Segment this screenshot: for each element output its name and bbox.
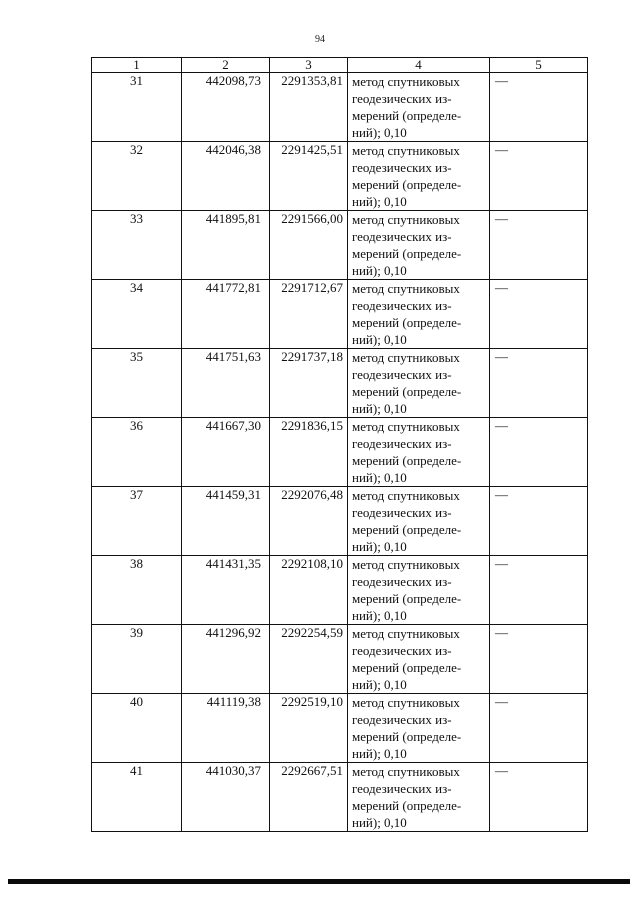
- x-coordinate: 441667,30: [182, 418, 270, 487]
- method-description: [348, 694, 490, 763]
- point-number: 37: [92, 487, 182, 556]
- method-line: геодезических из-: [352, 712, 452, 727]
- column-header-5: 5: [490, 58, 588, 73]
- table-row: [92, 211, 588, 280]
- column-header-3: 3: [270, 58, 348, 73]
- header-row: [92, 58, 588, 73]
- point-number: 35: [92, 349, 182, 418]
- method-line: метод спутниковых: [352, 212, 460, 227]
- method-description: [348, 142, 490, 211]
- note-dash: —: [490, 556, 588, 625]
- method-description: [348, 280, 490, 349]
- method-line: мерений (определе-: [352, 660, 462, 675]
- point-number: 31: [92, 73, 182, 142]
- method-line: метод спутниковых: [352, 488, 460, 503]
- note-dash: —: [490, 763, 588, 832]
- method-line: геодезических из-: [352, 160, 452, 175]
- table-row: [92, 349, 588, 418]
- method-line: мерений (определе-: [352, 246, 462, 261]
- note-dash: —: [490, 694, 588, 763]
- method-line: геодезических из-: [352, 298, 452, 313]
- y-coordinate: 2291712,67: [270, 280, 348, 349]
- x-coordinate: 442046,38: [182, 142, 270, 211]
- method-line: геодезических из-: [352, 643, 452, 658]
- note-dash: —: [490, 211, 588, 280]
- bottom-rule: [8, 879, 630, 884]
- table-body: [92, 73, 588, 832]
- method-description: [348, 349, 490, 418]
- table-row: [92, 142, 588, 211]
- method-line: ний); 0,10: [352, 194, 407, 209]
- method-description: [348, 211, 490, 280]
- method-line: геодезических из-: [352, 229, 452, 244]
- note-dash: —: [490, 625, 588, 694]
- method-line: геодезических из-: [352, 367, 452, 382]
- point-number: 32: [92, 142, 182, 211]
- note-dash: —: [490, 73, 588, 142]
- point-number: 34: [92, 280, 182, 349]
- method-line: метод спутниковых: [352, 281, 460, 296]
- method-line: геодезических из-: [352, 574, 452, 589]
- y-coordinate: 2291566,00: [270, 211, 348, 280]
- method-description: [348, 625, 490, 694]
- method-line: ний); 0,10: [352, 401, 407, 416]
- note-dash: —: [490, 418, 588, 487]
- method-line: метод спутниковых: [352, 764, 460, 779]
- note-dash: —: [490, 349, 588, 418]
- page-number: 94: [315, 34, 325, 45]
- note-dash: —: [490, 142, 588, 211]
- point-number: 40: [92, 694, 182, 763]
- table-row: [92, 73, 588, 142]
- x-coordinate: 441895,81: [182, 211, 270, 280]
- x-coordinate: 442098,73: [182, 73, 270, 142]
- method-line: метод спутниковых: [352, 419, 460, 434]
- x-coordinate: 441119,38: [182, 694, 270, 763]
- y-coordinate: 2291353,81: [270, 73, 348, 142]
- method-line: ний); 0,10: [352, 470, 407, 485]
- table-header: [92, 58, 588, 73]
- method-line: геодезических из-: [352, 91, 452, 106]
- method-line: метод спутниковых: [352, 74, 460, 89]
- method-line: метод спутниковых: [352, 557, 460, 572]
- method-line: мерений (определе-: [352, 453, 462, 468]
- y-coordinate: 2292254,59: [270, 625, 348, 694]
- table-row: [92, 694, 588, 763]
- y-coordinate: 2291836,15: [270, 418, 348, 487]
- x-coordinate: 441459,31: [182, 487, 270, 556]
- method-line: мерений (определе-: [352, 315, 462, 330]
- point-number: 38: [92, 556, 182, 625]
- y-coordinate: 2292108,10: [270, 556, 348, 625]
- method-line: геодезических из-: [352, 505, 452, 520]
- table-row: [92, 487, 588, 556]
- y-coordinate: 2291737,18: [270, 349, 348, 418]
- method-line: метод спутниковых: [352, 143, 460, 158]
- method-description: [348, 763, 490, 832]
- x-coordinate: 441431,35: [182, 556, 270, 625]
- point-number: 41: [92, 763, 182, 832]
- table-row: [92, 418, 588, 487]
- table-row: [92, 280, 588, 349]
- method-description: [348, 556, 490, 625]
- method-line: мерений (определе-: [352, 177, 462, 192]
- method-line: мерений (определе-: [352, 591, 462, 606]
- table-row: [92, 625, 588, 694]
- y-coordinate: 2291425,51: [270, 142, 348, 211]
- method-line: ний); 0,10: [352, 608, 407, 623]
- x-coordinate: 441772,81: [182, 280, 270, 349]
- note-dash: —: [490, 487, 588, 556]
- method-line: ний); 0,10: [352, 263, 407, 278]
- note-dash: —: [490, 280, 588, 349]
- column-header-2: 2: [182, 58, 270, 73]
- method-description: [348, 418, 490, 487]
- method-description: [348, 487, 490, 556]
- method-line: геодезических из-: [352, 436, 452, 451]
- x-coordinate: 441751,63: [182, 349, 270, 418]
- method-line: метод спутниковых: [352, 695, 460, 710]
- y-coordinate: 2292519,10: [270, 694, 348, 763]
- y-coordinate: 2292076,48: [270, 487, 348, 556]
- point-number: 36: [92, 418, 182, 487]
- y-coordinate: 2292667,51: [270, 763, 348, 832]
- method-line: метод спутниковых: [352, 350, 460, 365]
- method-line: мерений (определе-: [352, 798, 462, 813]
- method-line: ний); 0,10: [352, 332, 407, 347]
- method-line: ний); 0,10: [352, 125, 407, 140]
- method-line: ний); 0,10: [352, 539, 407, 554]
- method-line: геодезических из-: [352, 781, 452, 796]
- method-line: мерений (определе-: [352, 384, 462, 399]
- method-line: ний); 0,10: [352, 746, 407, 761]
- point-number: 39: [92, 625, 182, 694]
- column-header-1: 1: [92, 58, 182, 73]
- method-line: метод спутниковых: [352, 626, 460, 641]
- point-number: 33: [92, 211, 182, 280]
- method-description: [348, 73, 490, 142]
- x-coordinate: 441296,92: [182, 625, 270, 694]
- table-row: [92, 763, 588, 832]
- x-coordinate: 441030,37: [182, 763, 270, 832]
- method-line: мерений (определе-: [352, 108, 462, 123]
- coordinates-table: [91, 57, 588, 832]
- method-line: ний); 0,10: [352, 815, 407, 830]
- method-line: мерений (определе-: [352, 522, 462, 537]
- table-row: [92, 556, 588, 625]
- method-line: ний); 0,10: [352, 677, 407, 692]
- column-header-4: 4: [348, 58, 490, 73]
- method-line: мерений (определе-: [352, 729, 462, 744]
